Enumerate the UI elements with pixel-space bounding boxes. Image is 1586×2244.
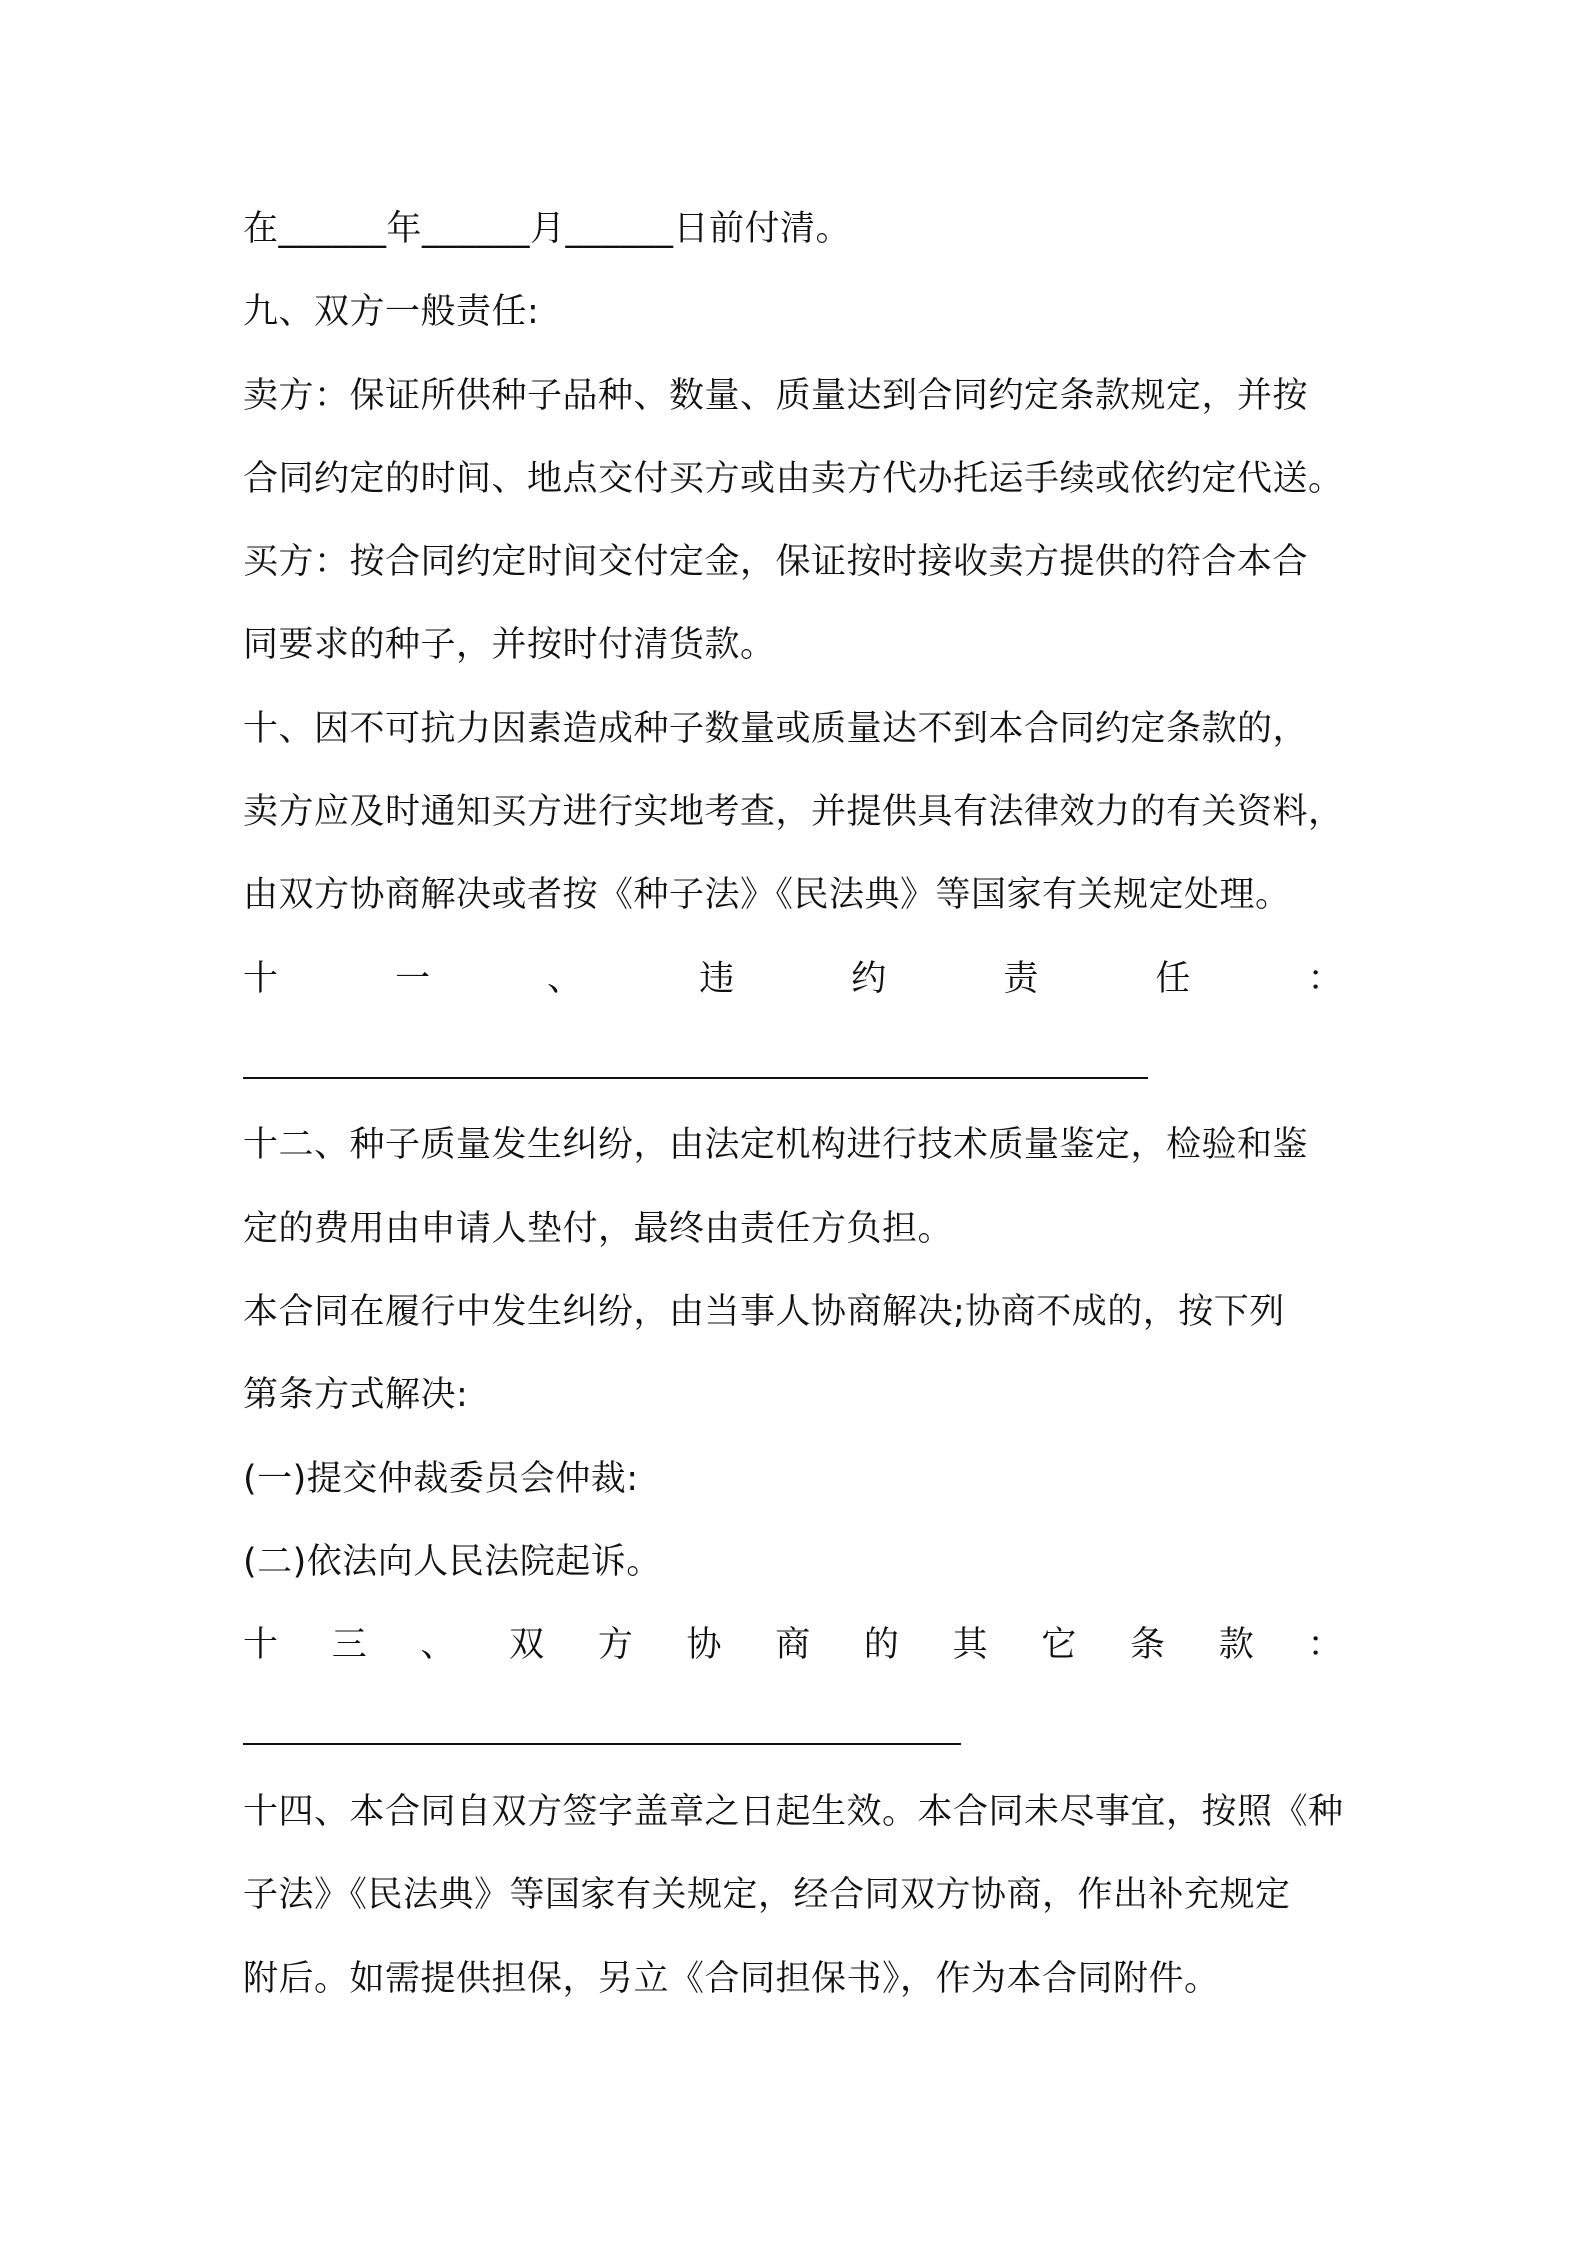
clause-13-blank-line [243, 1743, 961, 1745]
dispute-line-1: 本合同在履行中发生纠纷，由当事人协商解决;协商不成的，按下列 [243, 1292, 1285, 1332]
seller-duty-line-2: 合同约定的时间、地点交付买方或由卖方代办托运手续或依约定代送。 [243, 459, 1344, 499]
clause-10-line-2: 卖方应及时通知买方进行实地考查，并提供具有法律效力的有关资料， [243, 792, 1344, 832]
heading-char: 方 [597, 1625, 634, 1665]
clause-11-heading [243, 955, 1343, 1003]
heading-char: 三 [331, 1625, 368, 1665]
dispute-line-2: 第条方式解决: [243, 1375, 469, 1415]
clause-14-line-2: 子法》《民法典》等国家有关规定，经合同双方协商，作出补充规定 [243, 1875, 1291, 1915]
heading-char: 协 [686, 1625, 723, 1665]
clause-10-line-1: 十、因不可抗力因素造成种子数量或质量达不到本合同约定条款的， [243, 709, 1309, 749]
heading-char: 违 [699, 959, 735, 999]
dispute-option-1: (一)提交仲裁委员会仲裁: [243, 1459, 639, 1499]
clause-12-line-2: 定的费用由申请人垫付，最终由责任方负担。 [243, 1209, 954, 1249]
clause-9-heading: 九、双方一般责任: [243, 292, 540, 332]
buyer-duty-line-1: 买方：按合同约定时间交付定金，保证按时接收卖方提供的符合本合 [243, 542, 1309, 582]
clause-14-line-1: 十四、本合同自双方签字盖章之日起生效。本合同未尽事宜，按照《种 [243, 1792, 1344, 1832]
heading-char: 商 [775, 1625, 811, 1665]
payment-deadline-line: 在______年______月______日前付清。 [243, 209, 852, 249]
heading-char: ： [1307, 959, 1343, 999]
clause-13-heading [243, 1621, 1343, 1669]
clause-12-line-1: 十二、种子质量发生纠纷，由法定机构进行技术质量鉴定，检验和鉴 [243, 1125, 1309, 1165]
heading-char: 双 [509, 1625, 545, 1665]
heading-char: 一 [395, 959, 431, 999]
heading-char: 的 [863, 1625, 900, 1665]
buyer-duty-line-2: 同要求的种子，并按时付清货款。 [243, 625, 776, 665]
clause-10-line-3: 由双方协商解决或者按《种子法》《民法典》等国家有关规定处理。 [243, 875, 1291, 915]
heading-char: ： [1307, 1625, 1343, 1665]
clause-11-blank-line [243, 1077, 1148, 1079]
heading-char: 条 [1130, 1625, 1166, 1665]
dispute-option-2: (二)依法向人民法院起诉。 [243, 1542, 662, 1582]
heading-char: 其 [952, 1625, 989, 1665]
heading-char: 约 [851, 959, 887, 999]
heading-char: 款 [1218, 1625, 1255, 1665]
heading-char: 它 [1041, 1625, 1077, 1665]
clause-14-line-3: 附后。如需提供担保，另立《合同担保书》，作为本合同附件。 [243, 1959, 1220, 1999]
heading-char: 责 [1003, 959, 1039, 999]
heading-char: 、 [547, 959, 583, 999]
heading-char: 、 [420, 1625, 456, 1665]
seller-duty-line-1: 卖方：保证所供种子品种、数量、质量达到合同约定条款规定，并按 [243, 376, 1309, 416]
heading-char: 任 [1155, 959, 1191, 999]
heading-char: 十 [243, 1625, 279, 1665]
heading-char: 十 [243, 959, 279, 999]
